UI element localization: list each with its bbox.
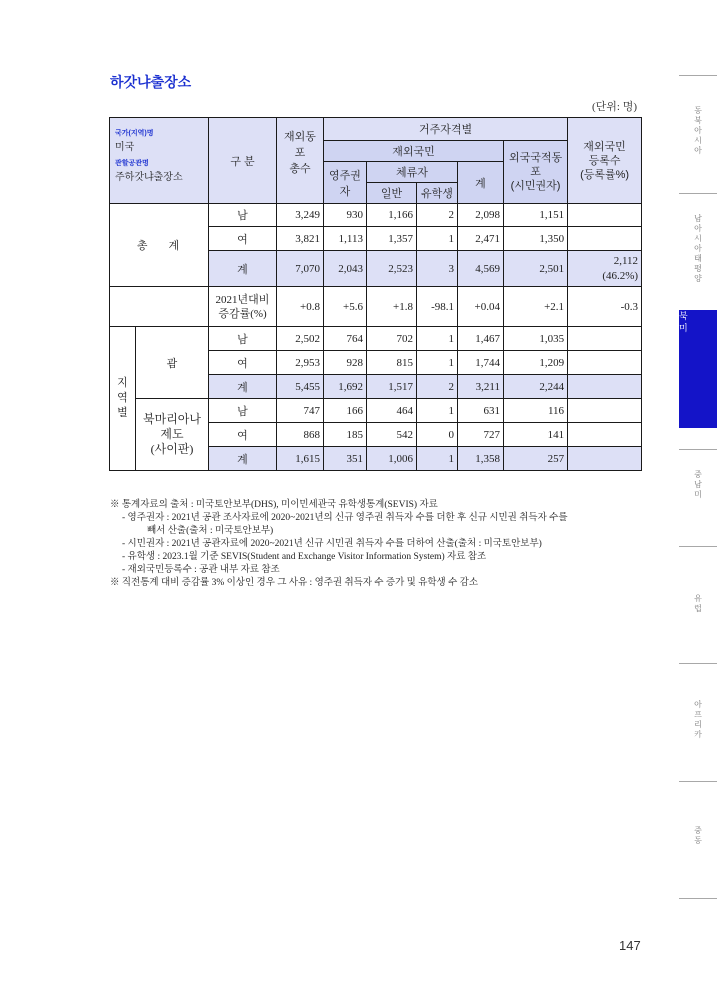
cell: 2,244: [504, 375, 568, 399]
cell: -0.3: [568, 287, 642, 327]
cell: 631: [458, 399, 504, 423]
cell: 3,211: [458, 375, 504, 399]
cell: 1,151: [504, 204, 568, 227]
general-header: 일반: [367, 183, 417, 204]
sojourner-header: 체류자: [367, 162, 458, 183]
cell: 747: [277, 399, 324, 423]
cell: 4,569: [458, 251, 504, 287]
country-value: 미국: [115, 142, 135, 153]
change-label: 2021년대비 증감률(%): [209, 287, 277, 327]
sex-label: 남: [209, 399, 277, 423]
cell: 2: [417, 375, 458, 399]
gubun-header: 구 분: [209, 118, 277, 204]
cell: 2,471: [458, 227, 504, 251]
cell: +0.8: [277, 287, 324, 327]
office-value: 주하갓냐출장소: [115, 172, 183, 183]
cell: 166: [324, 399, 367, 423]
cell: 2,112 (46.2%): [568, 251, 642, 287]
student-header: 유학생: [417, 183, 458, 204]
sum-label: 계: [209, 251, 277, 287]
side-tab-middle-east[interactable]: 중 동: [694, 826, 702, 845]
cell: 3,249: [277, 204, 324, 227]
cell: 702: [367, 327, 417, 351]
cell: 2,502: [277, 327, 324, 351]
note-students: - 유학생 : 2023.1월 기준 SEVIS(Student and Exchange Visitor Information System) 자료 참조: [122, 552, 487, 562]
total-label: 총 계: [110, 204, 209, 287]
cell: -98.1: [417, 287, 458, 327]
cell: 2,953: [277, 351, 324, 375]
cell: 1,209: [504, 351, 568, 375]
cell: 928: [324, 351, 367, 375]
note-permanent: - 영주권자 : 2021년 공관 조사자료에 2020~2021년의 신규 영주권 취득자 수를 더한 후 신규 시민권 취득자 수를: [122, 513, 568, 523]
cell: 1,035: [504, 327, 568, 351]
cell: [568, 327, 642, 351]
permanent-header: 영주권자: [324, 162, 367, 204]
cell: 2,523: [367, 251, 417, 287]
table-row: [110, 327, 642, 351]
cell: 2,043: [324, 251, 367, 287]
sum-label: 계: [209, 375, 277, 399]
cell: 7,070: [277, 251, 324, 287]
side-tab-north-america[interactable]: [679, 310, 717, 428]
cell: 1,166: [367, 204, 417, 227]
cell: 2,098: [458, 204, 504, 227]
cell: 815: [367, 351, 417, 375]
cell: 464: [367, 399, 417, 423]
statistics-table: [109, 117, 642, 471]
country-label: 국가(지역)명: [115, 130, 154, 137]
korean-nationals-header: 재외국민: [324, 141, 504, 162]
cell: [568, 351, 642, 375]
sum-label: 계: [209, 447, 277, 471]
side-tab-north-america-label: 북 미: [679, 311, 688, 333]
cell: [568, 399, 642, 423]
side-tab-europe[interactable]: 유 럽: [694, 594, 702, 613]
cell: 1,615: [277, 447, 324, 471]
office-label: 관할공관명: [115, 160, 149, 167]
cell: [568, 227, 642, 251]
cell: 1,517: [367, 375, 417, 399]
cell: 1: [417, 227, 458, 251]
table-row: [110, 204, 642, 227]
cell: +5.6: [324, 287, 367, 327]
guam-label: 괌: [136, 327, 209, 399]
cell: [568, 375, 642, 399]
cell: 727: [458, 423, 504, 447]
cell: 185: [324, 423, 367, 447]
cell: 1,744: [458, 351, 504, 375]
cell: 1,113: [324, 227, 367, 251]
sex-label: 여: [209, 423, 277, 447]
table-row: [110, 399, 642, 423]
page-title: 하갓냐출장소: [110, 74, 192, 90]
note-citizens: - 시민권자 : 2021년 공관자료에 2020~2021년 신규 시민권 취득자 수를 더하여 산출(출처 : 미국토안보부): [122, 539, 542, 549]
cell: 3: [417, 251, 458, 287]
note-registration: - 재외국민등록수 : 공관 내부 자료 참조: [122, 565, 280, 575]
cell: 351: [324, 447, 367, 471]
cell: 2,501: [504, 251, 568, 287]
cell: 3,821: [277, 227, 324, 251]
note-permanent-cont: 빼서 산출(출처 : 미국토안보부): [147, 526, 274, 536]
sex-label: 남: [209, 327, 277, 351]
region-index: [679, 0, 717, 981]
cell: 1,357: [367, 227, 417, 251]
cell: 257: [504, 447, 568, 471]
cell: 542: [367, 423, 417, 447]
cell: 2: [417, 204, 458, 227]
cell: [568, 423, 642, 447]
side-tab-africa[interactable]: 아 프 리 카: [694, 700, 702, 739]
cell: 1: [417, 447, 458, 471]
side-tab-south-asia-pacific[interactable]: 남 아 시 아 태 평 양: [694, 214, 702, 283]
note-change-reason: ※ 직전통계 대비 증감률 3% 이상인 경우 그 사유 : 영주권 취득자 수 증가 및 유학생 수 감소: [110, 578, 479, 588]
cell: 1: [417, 399, 458, 423]
cell: [568, 447, 642, 471]
cell: 116: [504, 399, 568, 423]
side-tab-northeast-asia[interactable]: 동 북 아 시 아: [694, 106, 702, 155]
cell: [568, 204, 642, 227]
cell: 868: [277, 423, 324, 447]
corner-cell: [110, 118, 209, 204]
cell: +0.04: [458, 287, 504, 327]
cell: 1,467: [458, 327, 504, 351]
registration-header: 재외국민 등록수 (등록률%): [568, 118, 642, 204]
cell: 764: [324, 327, 367, 351]
cell: 1: [417, 327, 458, 351]
side-tab-latin-america[interactable]: 중 남 미: [694, 470, 702, 499]
total-column-header: 재외동포 총수: [277, 118, 324, 204]
cell: 1,350: [504, 227, 568, 251]
sex-label: 여: [209, 227, 277, 251]
footnotes: [110, 499, 568, 590]
cell: 1,358: [458, 447, 504, 471]
page-number: 147: [619, 938, 641, 953]
cell: 930: [324, 204, 367, 227]
cell: 1,692: [324, 375, 367, 399]
cell: 0: [417, 423, 458, 447]
sex-label: 남: [209, 204, 277, 227]
region-label: 지 역 별: [110, 327, 136, 471]
cell: 1,006: [367, 447, 417, 471]
cell: +2.1: [504, 287, 568, 327]
cell: 1: [417, 351, 458, 375]
residency-group-header: 거주자격별: [324, 118, 568, 141]
cell: 141: [504, 423, 568, 447]
cnmi-label: 북마리아나 제도 (사이판): [136, 399, 209, 471]
subtotal-header: 계: [458, 162, 504, 204]
table-row: [110, 287, 642, 327]
cell: +1.8: [367, 287, 417, 327]
cell: 5,455: [277, 375, 324, 399]
foreign-nationals-header: 외국국적동포 (시민권자): [504, 141, 568, 204]
sex-label: 여: [209, 351, 277, 375]
unit-label: (단위: 명): [592, 101, 638, 113]
note-source: ※ 통계자료의 출처 : 미국토안보부(DHS), 미이민세관국 유학생통계(SEVIS) 자료: [110, 500, 438, 510]
